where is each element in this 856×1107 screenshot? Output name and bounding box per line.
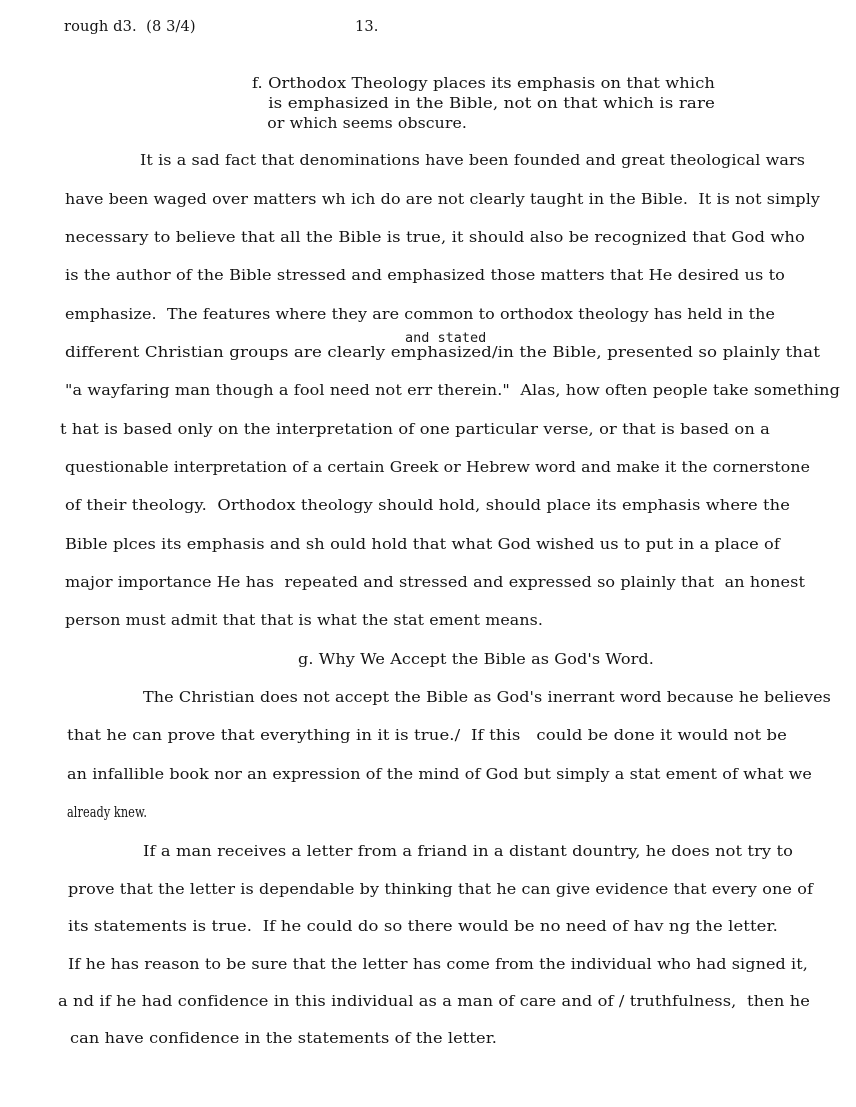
draft-label: rough d3. (8 3/4) (64, 18, 196, 35)
text-line: already knew. (67, 804, 147, 821)
heading-line: is emphasized in the Bible, not on that which is rare (252, 95, 715, 112)
text-line: prove that the letter is dependable by thinking that he can give evidence that every one of (68, 881, 813, 898)
section-g-heading: g. Why We Accept the Bible as God's Word. (298, 651, 654, 668)
text-line: major importance He has repeated and stressed and expressed so plainly that an honest (65, 574, 805, 591)
text-line: different Christian groups are clearly emphasized/in the Bible, presented so plainly that (65, 344, 820, 361)
interlinear-insertion: and stated (405, 330, 487, 346)
text-line: t hat is based only on the interpretation of one particular verse, or that is based on a (60, 421, 770, 438)
heading-line: or which seems obscure. (252, 115, 467, 132)
text-line: "a wayfaring man though a fool need not err therein." Alas, how often people take something (65, 382, 840, 399)
text-line: a nd if he had confidence in this individual as a man of care and of / truthfulness, then he (58, 993, 810, 1010)
text-line: is the author of the Bible stressed and emphasized those matters that He desired us to (65, 267, 786, 284)
text-line: The Christian does not accept the Bible as God's inerrant word because he believes (143, 689, 831, 706)
heading-line: f. Orthodox Theology places its emphasis on that which (252, 75, 715, 92)
text-line: an infallible book nor an expression of the mind of God but simply a stat ement of what we (67, 766, 813, 783)
text-line: necessary to believe that all the Bible is true, it should also be recognized that God who (65, 229, 805, 246)
text-line: that he can prove that everything in it is true./ If this could be done it would not be (67, 727, 788, 744)
text-line: It is a sad fact that denominations have been founded and great theological wars (140, 152, 805, 169)
page-number: 13. (355, 18, 379, 35)
text-line: have been waged over matters wh ich do are not clearly taught in the Bible. It is not simply (65, 191, 820, 208)
text-line: If he has reason to be sure that the letter has come from the individual who had signed it, (68, 956, 809, 973)
text-line: its statements is true. If he could do so there would be no need of hav ng the letter. (68, 918, 778, 935)
text-line: person must admit that that is what the stat ement means. (65, 612, 543, 629)
text-line: of their theology. Orthodox theology should hold, should place its emphasis where the (65, 497, 790, 514)
text-line: can have confidence in the statements of the letter. (70, 1030, 497, 1047)
text-line: questionable interpretation of a certain Greek or Hebrew word and make it the cornerstone (65, 459, 810, 476)
text-line: If a man receives a letter from a friand in a distant dountry, he does not try to (143, 843, 793, 860)
text-line: emphasize. The features where they are common to orthodox theology has held in the (65, 306, 775, 323)
text-line: Bible plces its emphasis and sh ould hold that what God wished us to put in a place of (65, 536, 780, 553)
